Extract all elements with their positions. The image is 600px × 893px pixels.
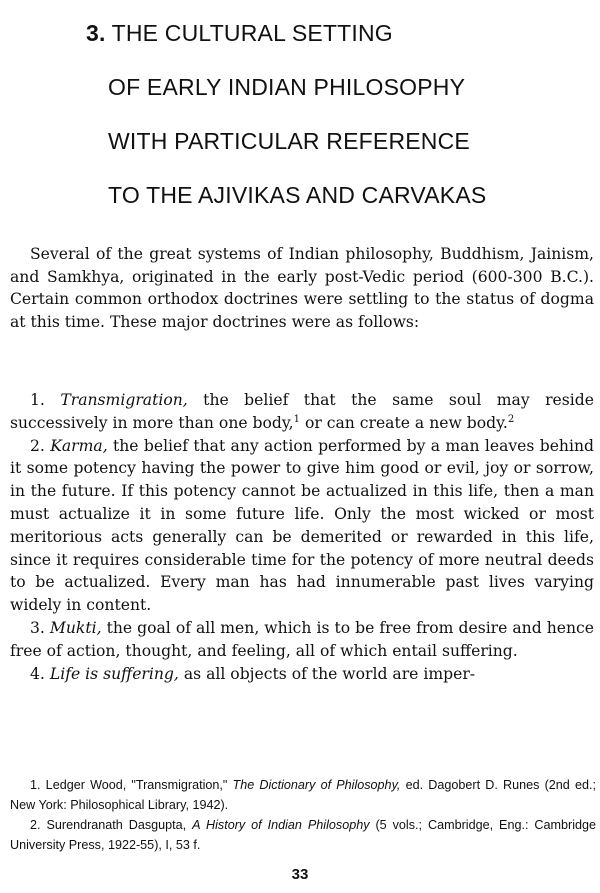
doctrine-term: Mukti, (49, 618, 102, 637)
intro-paragraph: Several of the great systems of Indian philosophy, Buddhism, Jainism, and Samkhya, originated in the early post-Vedic period (600-300 B.C.). Certain common orthodox doctrines were settling to the status of dogma at this time. These major doctrines were as follows: (10, 245, 594, 331)
page-number: 33 (291, 866, 309, 883)
chapter-title-line-3: WITH PARTICULAR REFERENCE (108, 128, 470, 154)
footnote: 2. Surendranath Dasgupta, A History of Indian Philosophy (5 vols.; Cambridge, Eng.: Cambridge University Press, 1922-55), I, 53 f. (10, 818, 596, 852)
footnote-ref: 1 (293, 413, 300, 425)
doctrine-item: 1. Transmigration, the belief that the same soul may reside successively in more than one body,$^1$ or can create a new body.$^2$ (10, 391, 594, 432)
footnote-ref: 2 (507, 413, 515, 425)
chapter-title-line-2: OF EARLY INDIAN PHILOSOPHY (108, 74, 466, 100)
footnotes (10, 775, 596, 855)
chapter-heading (86, 6, 586, 222)
chapter-title-line-4: TO THE AJIVIKAS AND CARVAKAS (108, 182, 487, 208)
footnote-book-title: A History of Indian Philosophy (192, 818, 370, 832)
footnote: 1. Ledger Wood, "Transmigration," The Dictionary of Philosophy, ed. Dagobert D. Runes (2nd ed.; New York: Philosophical Library, 1942). (10, 778, 596, 812)
chapter-title-line-1: 3. THE CULTURAL SETTING (86, 20, 393, 46)
footnote-book-title: The Dictionary of Philosophy, (232, 778, 401, 792)
doctrine-term: Transmigration, (60, 391, 188, 409)
doctrine-item: 2. Karma, the belief that any action performed by a man leaves behind it some potency having the power to give him good or evil, joy or sorrow, in the future. If this potency cannot be actualized in this life, then a man must actualize it in some future life. Only the most wicked or most meritorious acts generally can be demerited or rewarded in this life, since it requires considerable time for the potency of more neutral deeds to be actualized. Every man has had innumerable past lives varying widely in content. (10, 436, 594, 615)
doctrine-list (10, 389, 594, 685)
doctrine-term: Life is suffering, (49, 664, 179, 683)
doctrine-term: Karma, (50, 436, 108, 455)
doctrine-item: 3. Mukti, the goal of all men, which is to be free from desire and hence free of action, thought, and feeling, all of which entail suffering. (10, 618, 594, 660)
chapter-number: 3. (86, 20, 106, 46)
doctrine-item: 4. Life is suffering, as all objects of the world are imper- (30, 664, 476, 683)
